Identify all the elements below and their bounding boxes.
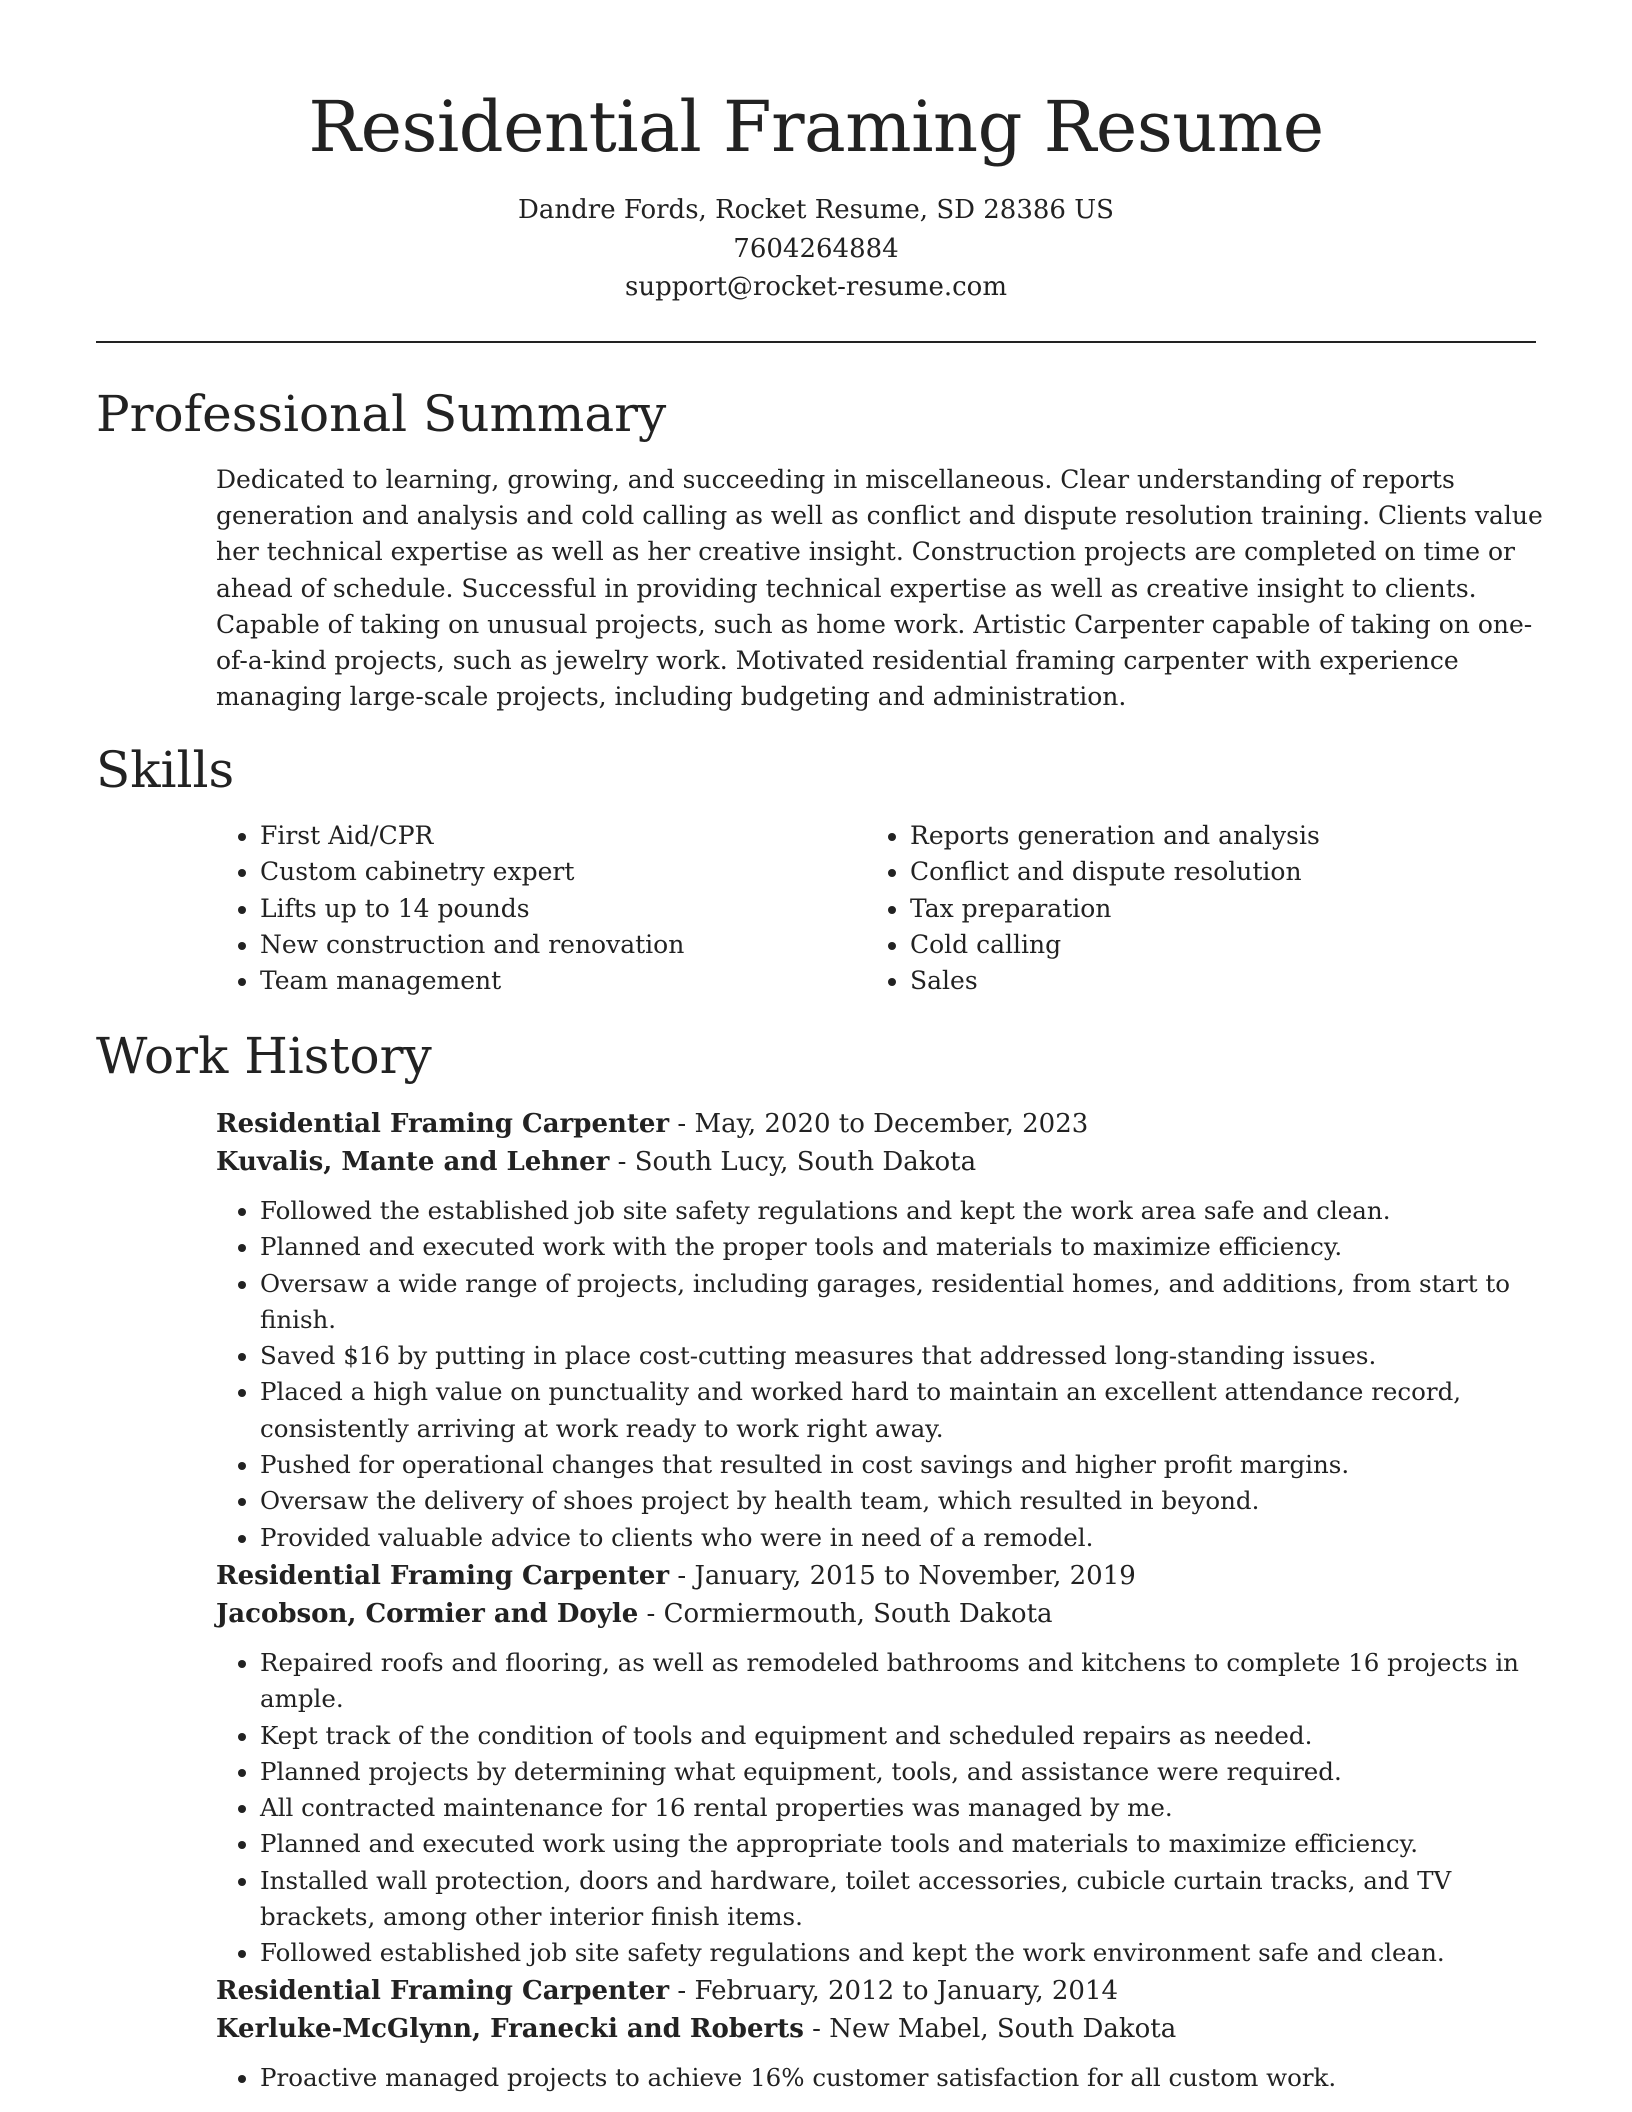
resume-title: Residential Framing Resume	[308, 86, 1324, 168]
job-title-line	[216, 1972, 1546, 2010]
job-entry	[216, 1972, 1546, 2096]
job-dates: May, 2020 to December, 2023	[694, 1109, 1089, 1139]
contact-phone: 7604264884	[733, 233, 899, 264]
job-bullet: • Planned projects by determining what equipment, tools, and assistance were required.	[260, 1754, 1546, 1790]
job-bullets	[216, 1645, 1546, 1972]
job-bullet: • Planned and executed work with the proper tools and materials to maximize efficiency.	[260, 1229, 1546, 1265]
job-entry	[216, 1557, 1546, 1972]
skill-item: • Conflict and dispute resolution	[910, 854, 1570, 890]
job-bullet: • Followed the established job site safety regulations and kept the work area safe and clean.	[260, 1193, 1546, 1229]
job-title: Residential Framing Carpenter	[216, 1561, 670, 1591]
work-history-heading: Work History	[96, 1027, 432, 1085]
job-bullets	[216, 2060, 1546, 2096]
job-title-line	[216, 1557, 1546, 1595]
separator: -	[669, 1561, 695, 1591]
skill-item: • Reports generation and analysis	[910, 818, 1570, 854]
job-bullet: • Oversaw the delivery of shoes project by health team, which resulted in beyond.	[260, 1483, 1546, 1519]
job-bullet: • Provided valuable advice to clients who were in need of a remodel.	[260, 1520, 1546, 1556]
header-divider	[96, 341, 1536, 343]
job-bullet: • Oversaw a wide range of projects, including garages, residential homes, and additions, from start to finish.	[260, 1266, 1546, 1339]
skills-list-left	[216, 818, 880, 999]
job-company: Kerluke-McGlynn, Franecki and Roberts	[216, 2014, 804, 2044]
job-company: Jacobson, Cormier and Doyle	[216, 1599, 639, 1629]
job-entry	[216, 1105, 1546, 1556]
job-company-line	[216, 1143, 1546, 1181]
job-location: Cormiermouth, South Dakota	[663, 1599, 1053, 1629]
job-dates: February, 2012 to January, 2014	[694, 1976, 1119, 2006]
separator: -	[638, 1599, 664, 1629]
job-title: Residential Framing Carpenter	[216, 1109, 670, 1139]
job-bullet: • Saved $16 by putting in place cost-cutting measures that addressed long-standing issues.	[260, 1338, 1546, 1374]
job-dates: January, 2015 to November, 2019	[694, 1561, 1136, 1591]
skills-heading: Skills	[96, 741, 235, 799]
contact-email: support@rocket-resume.com	[624, 272, 1007, 302]
job-bullets	[216, 1193, 1546, 1556]
job-title-line	[216, 1105, 1546, 1143]
job-company-line	[216, 1595, 1546, 1633]
skill-item: • Custom cabinetry expert	[260, 854, 880, 890]
contact-address: Dandre Fords, Rocket Resume, SD 28386 US	[518, 195, 1114, 225]
job-bullet: • Placed a high value on punctuality and worked hard to maintain an excellent attendance record, consistently arriving at work ready to work right away.	[260, 1374, 1546, 1447]
summary-heading: Professional Summary	[96, 385, 667, 443]
separator: -	[669, 1109, 695, 1139]
skill-item: • First Aid/CPR	[260, 818, 880, 854]
skill-item: • Tax preparation	[910, 891, 1570, 927]
job-bullet: • Pushed for operational changes that resulted in cost savings and higher profit margins.	[260, 1447, 1546, 1483]
job-company-line	[216, 2010, 1546, 2048]
job-location: New Mabel, South Dakota	[829, 2014, 1177, 2044]
skill-item: • Cold calling	[910, 927, 1570, 963]
job-bullet: • Proactive managed projects to achieve 16% customer satisfaction for all custom work.	[260, 2060, 1546, 2096]
skill-item: • Lifts up to 14 pounds	[260, 891, 880, 927]
separator: -	[803, 2014, 830, 2044]
skill-item: • Sales	[910, 963, 1570, 999]
separator: -	[669, 1976, 695, 2006]
summary-text: Dedicated to learning, growing, and succeeding in miscellaneous. Clear understanding of reports generation and analysis and cold calling as well as conflict and dispute resolution training. Clients value her technical expertise as well as her creative insight. Construction projects are completed on time or ahead of schedule. Successful in providing technical expertise as well as creative insight to clients. Capable of taking on unusual projects, such as home work. Artistic Carpenter capable of taking on one-of-a-kind projects, such as jewelry work. Motivated residential framing carpenter with experience managing large-scale projects, including budgeting and administration.	[216, 465, 1543, 712]
job-location: South Lucy, South Dakota	[634, 1147, 977, 1177]
job-company: Kuvalis, Mante and Lehner	[216, 1147, 610, 1177]
job-bullet: • Repaired roofs and flooring, as well as remodeled bathrooms and kitchens to complete 16 projects in ample.	[260, 1645, 1546, 1718]
job-title: Residential Framing Carpenter	[216, 1976, 670, 2006]
skill-item: • Team management	[260, 963, 880, 999]
job-bullet: • Installed wall protection, doors and hardware, toilet accessories, cubicle curtain tracks, and TV brackets, among other interior finish items.	[260, 1863, 1546, 1936]
job-bullet: • Followed established job site safety regulations and kept the work environment safe and clean.	[260, 1935, 1546, 1971]
job-bullet: • Planned and executed work using the appropriate tools and materials to maximize efficiency.	[260, 1826, 1546, 1862]
job-bullet: • All contracted maintenance for 16 rental properties was managed by me.	[260, 1790, 1546, 1826]
separator: -	[609, 1147, 635, 1177]
skill-item: • New construction and renovation	[260, 927, 880, 963]
skills-list-right	[866, 818, 1570, 999]
job-bullet: • Kept track of the condition of tools and equipment and scheduled repairs as needed.	[260, 1718, 1546, 1754]
contact-info	[0, 191, 1632, 307]
